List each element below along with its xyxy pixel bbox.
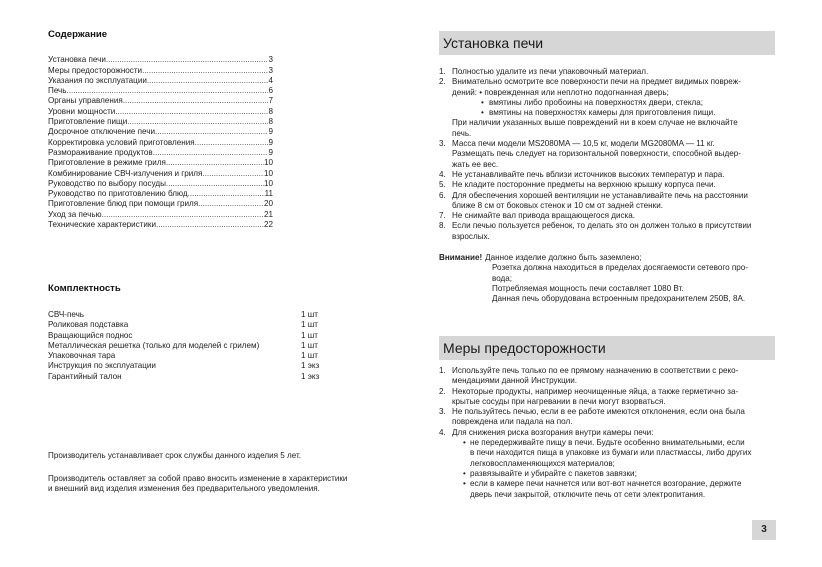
contents-title: Содержание [48,29,108,40]
safety-bullets: • не передерживайте пищу в печи. Будьте особенно внимательными, если в печи находится пища в упаковке из бумаги или пластмассы, либо других легковоспламеняющихся материалов; • развязывайте и убирайте с пакетов завязки; • если в камере печи начнется или вот-вот начнется возгорание, держите дверь печи закрытой, отключите печь от сети электропитания. [439,438,775,500]
list-item: 7. Не снимайте вал привода вращающегося диска. [439,211,635,221]
safety-list [439,366,775,438]
safety-title: Меры предосторожности [439,336,775,360]
kit-row: Инструкция по эксплуатации 1 экз [48,361,320,371]
kit-row: Металлическая решетка (только для моделей с грилем) 1 шт [48,340,318,350]
list-item: 5. Не кладите посторонние предметы на верхнюю крышку корпуса печи. [439,180,716,190]
toc-row: Технические характеристики ..... 22 [48,220,273,230]
toc-row: Меры предосторожности ..... 3 [48,66,273,76]
toc-row: Корректировка условий приготовления ..... 9 [48,138,273,148]
kit-row: Роликовая подставка 1 шт [48,320,318,330]
kit-row: Упаковочная тара 1 шт [48,351,318,361]
list-item: 3. Не пользуйтесь печью, если в ее работе имеются отклонения, если она была повреждена или падала на пол. [439,407,745,427]
service-life-note: Производитель устанавливает срок службы данного изделия 5 лет. [48,451,302,460]
list-item: 3. Масса печи модели MS2080MA — 10,5 кг, модели MG2080MA — 11 кг. Размещать печь следует на горизонтальной поверхности, способной выдер- жать ее вес. [439,139,741,169]
list-item: 1. Используйте печь только по ее прямому назначению в соответствии с реко- мендациями данной Инструкции. [439,366,739,386]
list-item: • если в камере печи начнется или вот-вот начнется возгорание, держите [463,479,742,489]
list-item: • не передерживайте пищу в печи. Будьте особенно внимательными, если [463,438,745,448]
safety-section [439,336,775,500]
toc-row: Приготовление в режиме гриля ..... 10 [48,158,273,168]
list-item: 2. Некоторые продукты, например неочищенные яйца, а также герметично за- крытые сосуды при нагревании в печи могут взорваться. [439,386,739,406]
list-item: 8. Если печью пользуется ребенок, то делать это он должен только в присутствии взрослых. [439,221,752,241]
toc-row: Приготовление пищи ..... 8 [48,117,273,127]
toc-row: Органы управления ..... 7 [48,96,273,106]
toc-row: Установка печи ..... 3 [48,55,273,65]
kit-title: Комплектность [48,283,121,294]
list-item: 6. Для обеспечения хорошей вентиляции не устанавливайте печь на расстоянии ближе 8 см от боковых стенок и 10 см от задней стенки. [439,190,748,210]
warning-block: Внимание! Данное изделие должно быть заземлено; Розетка должна находиться в пределах досягаемости сетевого про- вода; Потребляемая мощность печи составляет 1080 Вт. Данная печь оборудована встроенным предохранителем 250В, 8А. [439,253,748,304]
install-title: Установка печи [439,31,775,55]
page-number: 3 [752,520,776,540]
list-item: 4. Не устанавливайте печь вблизи источников высоких температур и пара. [439,169,725,179]
toc-row: Уровни мощности ..... 8 [48,107,273,117]
list-item: 1. Полностью удалите из печи упаковочный материал. [439,67,649,76]
warning-label: Внимание! [439,253,483,263]
changes-note: Производитель оставляет за собой право вносить изменение в характеристики и внешний вид изделия изменения без предварительного уведомления. [48,474,348,494]
install-section: Установка печи 1. Полностью удалите из печи упаковочный материал. 2. Внимательно осмотрите все поверхности печи на предмет видимых повреж- дений: • поврежденная или неплотно подогнанная дверь; • вмятины либо пробоины на поверхностях двери, стекла; • вмятины на поверхностях камеры для приготовления пищи. При наличии указанных выше повреждений ни в коем случае не включайте печь. 3. Масса печи модели MS2080MA — 10,5 кг, модели MG2080MA — 11 кг. Размещать печь следует на горизонтальной поверхности, способной выдер- жать ее вес. 4. Не устанавливайте печь вблизи источников высоких температур и пара. 5. Не кладите посторонние предметы на верхнюю крышку корпуса печи. 6. Для обеспечения хорошей вентиляции не устанавливайте печь на расстоянии ближе 8 см от боковых стенок и 10 см от задней стенки. 7. Не снимайте вал привода вращающегося диска. 8. Если печью пользуется ребенок, то делать это он должен только в присутствии взрослых. Внимание! Данное изделие должно быть заземлено; Розетка должна находиться в пределах досягаемости сетевого про- вода; Потребляемая мощность печи составляет 1080 Вт. Данная печь оборудована встроенным предохранителем 250В, 8А. [439,31,775,305]
contents-list [48,55,273,230]
kit-row: СВЧ-печь 1 шт [48,310,318,319]
toc-row: Печь ..... 6 [48,86,273,96]
list-item: • развязывайте и убирайте с пакетов завязки; [463,468,637,478]
toc-row: Комбинирование СВЧ-излучения и гриля ..... 10 [48,169,273,179]
list-item: 2. Внимательно осмотрите все поверхности печи на предмет видимых повреж- дений: • поврежденная или неплотно подогнанная дверь; [439,77,741,97]
kit-row: Вращающийся поднос 1 шт [48,330,318,340]
kit-list [48,310,321,382]
toc-row: Приготовление блюд при помощи гриля ..... 20 [48,199,273,209]
list-item: • вмятины либо пробоины на поверхностях двери, стекла; [481,97,704,107]
toc-row: Указания по эксплуатации ..... 4 [48,76,273,86]
contents-section [48,30,273,230]
list-item: • вмятины на поверхностях камеры для приготовления пищи. [481,108,716,118]
kit-row: Гарантийный талон 1 экз [48,371,320,381]
toc-row: Руководство по приготовлению блюд ..... 11 [48,189,273,199]
toc-row: Руководство по выбору посуды ..... 10 [48,179,273,189]
install-list [439,67,775,98]
list-item: 4. Для снижения риска возгорания внутри камеры печи: [439,427,654,437]
toc-row: Досрочное отключение печи ..... 9 [48,127,273,137]
toc-row: Уход за печью ..... 21 [48,210,273,220]
toc-row: Размораживание продуктов ..... 9 [48,148,273,158]
